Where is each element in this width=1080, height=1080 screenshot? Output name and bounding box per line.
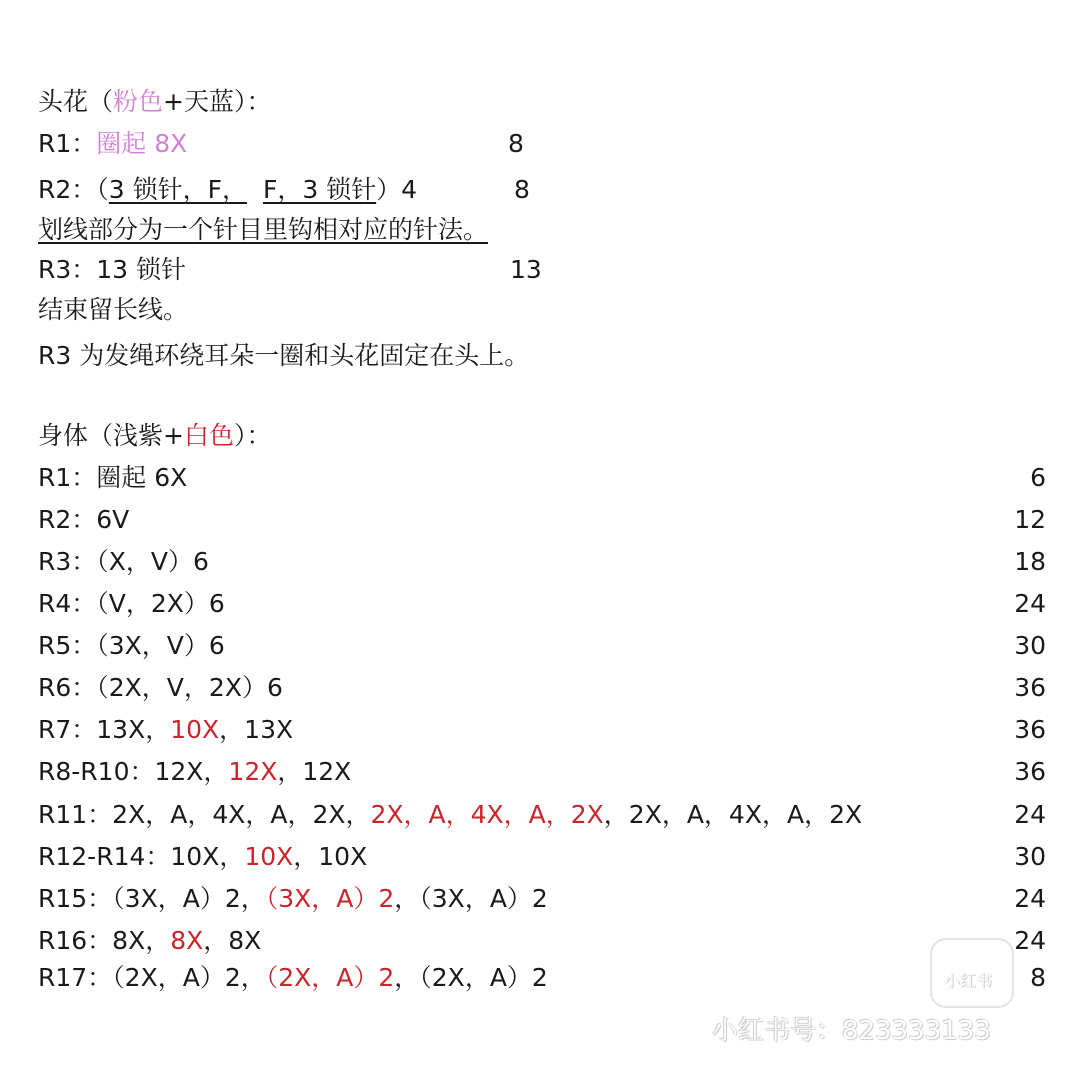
body-row: R11：2X，A，4X，A，2X，2X，A，4X，A，2X，2X，A，4X，A，2X: [38, 800, 863, 829]
watermark-text: 小红书号：823333133: [712, 1016, 991, 1046]
color-pink-label: 粉色: [113, 87, 164, 116]
body-row-count: 12: [1014, 505, 1046, 534]
body-row-count: 6: [1030, 463, 1046, 492]
body-row-count: 36: [1014, 673, 1046, 702]
headflower-r3-count: 13: [510, 255, 542, 284]
body-row: R17：（2X，A）2，（2X，A）2，（2X，A）2: [38, 963, 548, 992]
highlighted-stitches: 10X: [244, 842, 294, 871]
body-row-count: 36: [1014, 715, 1046, 744]
body-row: R15：（3X，A）2，（3X，A）2，（3X，A）2: [38, 884, 548, 913]
body-title: 身体（浅紫+白色）：: [38, 421, 272, 450]
body-row-count: 30: [1014, 631, 1046, 660]
body-row: R6：（2X，V，2X）6: [38, 673, 283, 702]
body-row-count: 30: [1014, 842, 1046, 871]
body-row: R7：13X，10X，13X: [38, 715, 294, 744]
headflower-note: 划线部分为一个针目里钩相对应的针法。: [38, 215, 489, 244]
headflower-r3: R3：13 锁针: [38, 255, 187, 284]
body-row-count: 36: [1014, 757, 1046, 786]
body-row: R1：圈起 6X: [38, 463, 188, 492]
body-row: R2：6V: [38, 505, 130, 534]
body-row-count: 24: [1014, 800, 1046, 829]
headflower-end: 结束留长线。: [38, 295, 189, 324]
highlighted-stitches: 8X: [170, 926, 204, 955]
body-row-count: 24: [1014, 884, 1046, 913]
body-row: R12-R14：10X，10X，10X: [38, 842, 368, 871]
underlined-stitch-1: 3 锁针，F，: [108, 175, 248, 204]
body-row-count: 24: [1014, 589, 1046, 618]
color-red-label: 白色: [183, 421, 234, 450]
headflower-r1: R1：圈起 8X: [38, 129, 188, 158]
highlighted-stitches: 12X: [228, 757, 278, 786]
body-row-count: 8: [1030, 963, 1046, 992]
body-row-count: 24: [1014, 926, 1046, 955]
highlighted-stitches: （3X，A）2: [265, 884, 395, 913]
underlined-stitch-2: F，3 锁针: [262, 175, 377, 204]
body-row-count: 18: [1014, 547, 1046, 576]
body-row: R3：（X，V）6: [38, 547, 209, 576]
highlighted-stitches: （2X，A）2: [265, 963, 395, 992]
headflower-r2: R2：（3 锁针，F， F，3 锁针）4: [38, 175, 418, 204]
body-row: R16：8X，8X，8X: [38, 926, 262, 955]
headflower-r3-note: R3 为发绳环绕耳朵一圈和头花固定在头上。: [38, 341, 530, 370]
body-row: R8-R10：12X，12X，12X: [38, 757, 352, 786]
highlighted-stitches: 2X，A，4X，A，2X: [370, 800, 604, 829]
headflower-r2-count: 8: [514, 175, 530, 204]
body-row: R4：（V，2X）6: [38, 589, 225, 618]
body-row: R5：（3X，V）6: [38, 631, 225, 660]
watermark-logo: 小红书: [930, 938, 1014, 1008]
headflower-title: 头花（粉色+天蓝）：: [38, 87, 272, 116]
headflower-r1-count: 8: [508, 129, 524, 158]
highlighted-stitches: 10X: [170, 715, 220, 744]
